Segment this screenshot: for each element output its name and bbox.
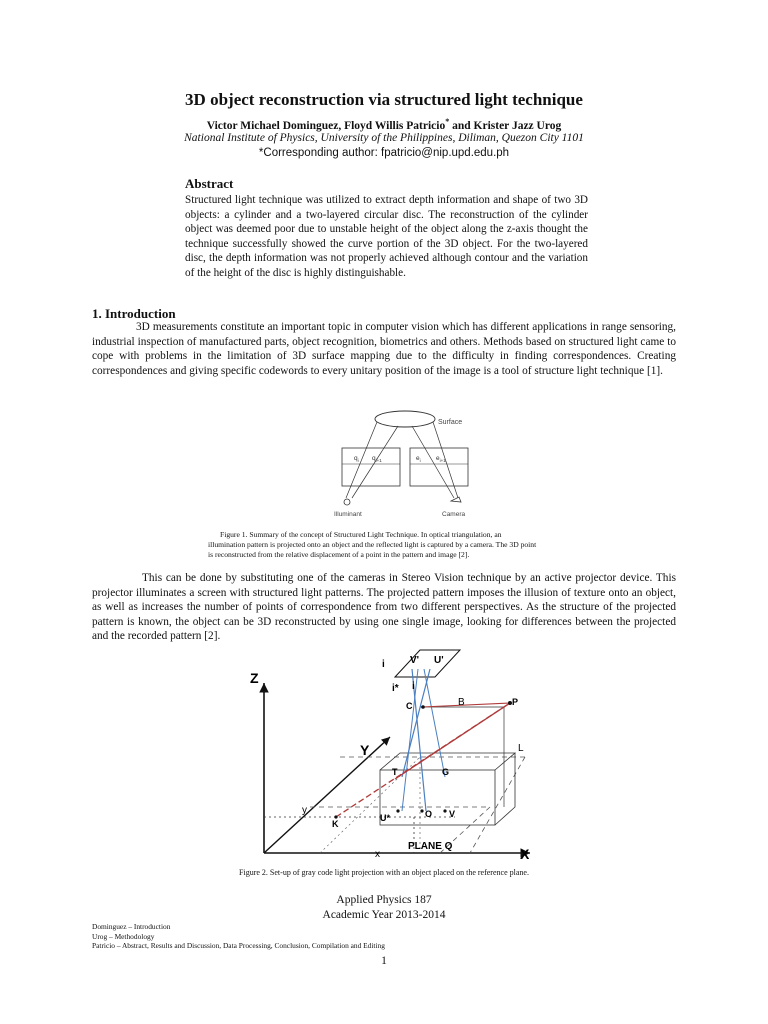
label-O: O [425, 809, 433, 819]
image-frame [410, 448, 468, 486]
label-e-i1: $e_{i+1}$ [436, 455, 446, 463]
abstract-body: Structured light technique was utilized to extract depth information and shape of two 3D objects: a cylinder and a two-layered circular disc. The reconstruction of the cylinder object was deemed poor due to unstable height of the object along the z-axis thought the technique successfully showed the curve portion of the 3D object. For the two-layered disc, the depth information was not properly achieved although contour and the variation of the height of the disc is highly distinguishable. [185, 194, 588, 279]
label-L: L [518, 743, 524, 754]
label-C: C [406, 701, 413, 711]
figure-2-diagram [240, 645, 550, 863]
label-K: K [332, 819, 339, 829]
intro-paragraph-1 [92, 320, 676, 378]
blue-ray-3 [402, 669, 418, 811]
intro-p2-text: This can be done by substituting one of the cameras in Stereo Vision technique by an active projector device. This projector illuminates a screen with structured light patterns. The projected pattern imposes the illusion of texture onto an object, as well as increases the number of points of correspondence from two different perspectives. As the structure of the projected pattern is known, the object can be 3D reconstructed by using one single image, looking for differences between the projected and the recorded pattern [2]. [92, 572, 676, 643]
authors-prefix: Victor Michael Dominguez, Floyd Willis Patricio [206, 119, 446, 132]
label-V-prime: V' [410, 655, 420, 666]
label-i-mid: i [412, 681, 415, 692]
figure-2-caption: Figure 2. Set-up of gray code light projection with an object placed on the reference plane. [239, 868, 529, 877]
label-Y: Y [360, 742, 370, 758]
label-i-star: i* [392, 683, 399, 694]
label-G: G [442, 767, 450, 777]
credit-line-1: Dominguez – Introduction [92, 922, 171, 931]
label-U-star: U* [380, 813, 391, 823]
figure-1-diagram [330, 402, 480, 524]
blue-ray-4 [424, 669, 445, 777]
label-X: X [520, 846, 530, 862]
label-i-top: i [382, 659, 385, 670]
course-info [0, 893, 768, 923]
label-P: P [512, 697, 519, 707]
label-B: B [458, 697, 465, 708]
label-T: T [392, 767, 398, 777]
label-illuminant: Illuminant [334, 511, 362, 518]
intro-heading: 1. Introduction [92, 306, 176, 321]
figure-1-caption-line-3: is reconstructed from the relative displacement of a point in the pattern and image [2]. [208, 550, 470, 559]
camera-icon [451, 497, 461, 502]
paper-title: 3D object reconstruction via structured light technique [185, 90, 583, 109]
credit-line-3: Patricio – Abstract, Results and Discussion, Data Processing, Conclusion, Compilation and Editing [92, 941, 385, 950]
label-V: V [449, 809, 456, 819]
author-list [0, 117, 768, 132]
corresponding-author: *Corresponding author: fpatricio@nip.upd.edu.ph [258, 147, 510, 159]
red-line-2 [422, 703, 510, 707]
corresponding-star: * [445, 117, 450, 126]
author-credits [92, 922, 385, 951]
y-axis [264, 737, 390, 853]
surface-ellipse [375, 411, 435, 427]
credit-line-2: Urog – Methodology [92, 931, 155, 941]
academic-year: Academic Year 2013-2014 [322, 909, 446, 921]
label-Z: Z [250, 670, 259, 686]
authors-suffix: and Krister Jazz Urog [449, 119, 562, 132]
affiliation: National Institute of Physics, University of the Philippines, Diliman, Quezon City 1101 [184, 132, 584, 144]
label-q-i1: $q_{i+1}$ [372, 455, 382, 463]
label-q-i: $q_i$ [354, 455, 359, 463]
red-line-1 [395, 703, 510, 779]
projector-plane [395, 650, 460, 677]
figure-1-caption-line-2: illumination pattern is projected onto an object and the reflected light is captured by a camera. The 3D point [208, 540, 537, 549]
label-surface: Surface [438, 419, 463, 426]
page-number: 1 [381, 955, 387, 967]
label-e-i: $e_i$ [416, 455, 421, 463]
label-x: x [375, 849, 380, 860]
intro-p1-text: 3D measurements constitute an important topic in computer vision which has different applications in range sensoring, industrial inspection of manufactured parts, object recognition, biometrics and others. Methods based on structured light came to cope with problems in the limitation of 3D surface mapping due to the difficulty in finding correspondences. Creating correspondences and giving specific codewords to every unitary position of the image is a tool of structure light technique [1]. [92, 321, 676, 377]
figure-1-caption [208, 530, 578, 560]
label-y: y [302, 805, 307, 816]
label-U-prime: U' [434, 655, 444, 666]
pattern-frame [342, 448, 400, 486]
illuminant-icon [344, 499, 350, 505]
label-plane-q: PLANE Q [408, 841, 453, 852]
course-name: Applied Physics 187 [336, 894, 432, 906]
figure-1-caption-line-1: Figure 1. Summary of the concept of Structured Light Technique. In optical triangulation, an [220, 530, 502, 539]
label-camera: Camera [442, 511, 466, 518]
abstract-heading: Abstract [185, 176, 234, 191]
intro-paragraph-2 [92, 571, 676, 644]
